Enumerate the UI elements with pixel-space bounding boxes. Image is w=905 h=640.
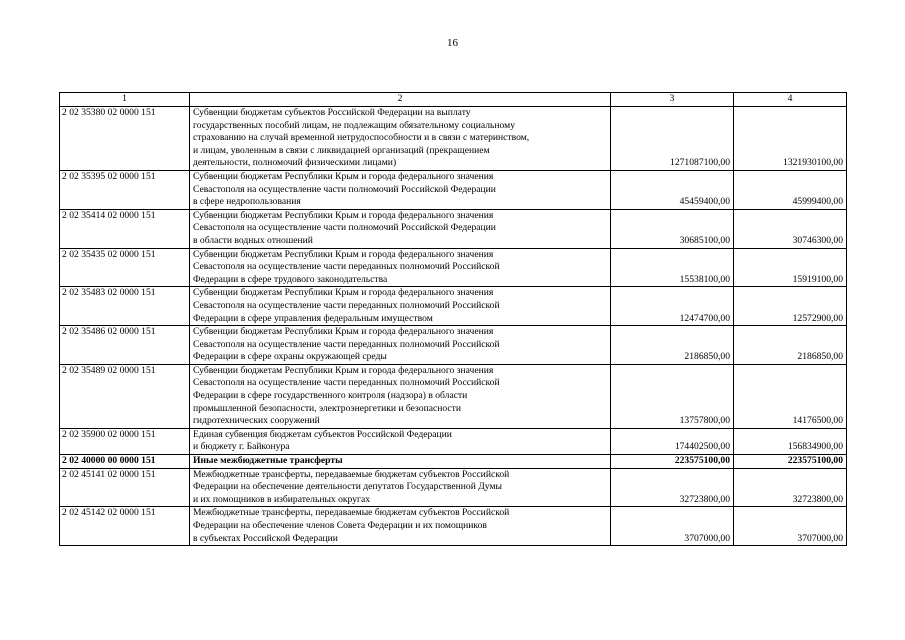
header-col-1: 1 [60, 93, 190, 107]
amount-col3-cell: 223575100,00 [611, 455, 734, 469]
code-cell: 2 02 35435 02 0000 151 [60, 248, 190, 287]
code-cell: 2 02 35486 02 0000 151 [60, 326, 190, 365]
code-cell: 2 02 35900 02 0000 151 [60, 428, 190, 454]
table-row [60, 468, 847, 507]
amount-col4-cell: 14176500,00 [734, 364, 847, 428]
amount-col3-cell: 13757800,00 [611, 364, 734, 428]
name-cell: Субвенции бюджетам Республики Крым и города федерального значения Севастополя на осуществление части переданных полномочий Российской Федерации в сфере охраны окружающей среды [190, 326, 611, 365]
amount-col3-cell: 12474700,00 [611, 287, 734, 326]
table-row [60, 326, 847, 365]
code-cell: 2 02 35395 02 0000 151 [60, 170, 190, 209]
amount-col3-cell: 32723800,00 [611, 468, 734, 507]
code-cell: 2 02 35489 02 0000 151 [60, 364, 190, 428]
header-col-3: 3 [611, 93, 734, 107]
amount-col4-cell: 12572900,00 [734, 287, 847, 326]
amount-col4-cell: 156834900,00 [734, 428, 847, 454]
amount-col3-cell: 15538100,00 [611, 248, 734, 287]
table-row [60, 507, 847, 546]
amount-col4-cell: 45999400,00 [734, 170, 847, 209]
table-header-row [60, 93, 847, 107]
table-row [60, 287, 847, 326]
name-cell: Субвенции бюджетам Республики Крым и города федерального значения Севастополя на осуществление части переданных полномочий Российской Федерации в сфере управления федеральным имуществом [190, 287, 611, 326]
code-cell: 2 02 35414 02 0000 151 [60, 209, 190, 248]
amount-col3-cell: 1271087100,00 [611, 107, 734, 171]
table-row [60, 428, 847, 454]
table-row [60, 170, 847, 209]
amount-col4-cell: 223575100,00 [734, 455, 847, 469]
code-cell: 2 02 40000 00 0000 151 [60, 455, 190, 469]
amount-col4-cell: 1321930100,00 [734, 107, 847, 171]
header-col-2: 2 [190, 93, 611, 107]
amount-col3-cell: 45459400,00 [611, 170, 734, 209]
name-cell: Субвенции бюджетам Республики Крым и города федерального значения Севастополя на осуществление части полномочий Российской Федерации в области водных отношений [190, 209, 611, 248]
name-cell: Субвенции бюджетам субъектов Российской Федерации на выплату государственных пособий лицам, не подлежащим обязательному социальному страхованию на случай временной нетрудоспособности и в связи с материнством, и лицам, уволенным в связи с ликвидацией организаций (прекращением деятельности, полномочий физическими лицами) [190, 107, 611, 171]
amount-col4-cell: 3707000,00 [734, 507, 847, 546]
table-row [60, 455, 847, 469]
amount-col4-cell: 2186850,00 [734, 326, 847, 365]
amount-col3-cell: 30685100,00 [611, 209, 734, 248]
table-row [60, 107, 847, 171]
budget-table [59, 92, 847, 546]
table-row [60, 248, 847, 287]
name-cell: Субвенции бюджетам Республики Крым и города федерального значения Севастополя на осуществление части полномочий Российской Федерации в сфере недропользования [190, 170, 611, 209]
name-cell: Субвенции бюджетам Республики Крым и города федерального значения Севастополя на осуществление части переданных полномочий Российской Федерации в сфере трудового законодательства [190, 248, 611, 287]
name-cell: Субвенции бюджетам Республики Крым и города федерального значения Севастополя на осуществление части переданных полномочий Российской Федерации в сфере государственного контроля (надзора) в области промышленной безопасности, электроэнергетики и безопасности гидротехнических сооружений [190, 364, 611, 428]
amount-col3-cell: 174402500,00 [611, 428, 734, 454]
code-cell: 2 02 45141 02 0000 151 [60, 468, 190, 507]
code-cell: 2 02 35380 02 0000 151 [60, 107, 190, 171]
table-row [60, 364, 847, 428]
name-cell: Единая субвенция бюджетам субъектов Российской Федерации и бюджету г. Байконура [190, 428, 611, 454]
amount-col4-cell: 30746300,00 [734, 209, 847, 248]
code-cell: 2 02 35483 02 0000 151 [60, 287, 190, 326]
amount-col4-cell: 32723800,00 [734, 468, 847, 507]
amount-col4-cell: 15919100,00 [734, 248, 847, 287]
name-cell: Межбюджетные трансферты, передаваемые бюджетам субъектов Российской Федерации на обеспечение деятельности депутатов Государственной Думы и их помощников в избирательных округах [190, 468, 611, 507]
amount-col3-cell: 3707000,00 [611, 507, 734, 546]
table-row [60, 209, 847, 248]
code-cell: 2 02 45142 02 0000 151 [60, 507, 190, 546]
page-number: 16 [447, 37, 458, 49]
amount-col3-cell: 2186850,00 [611, 326, 734, 365]
name-cell: Иные межбюджетные трансферты [190, 455, 611, 469]
header-col-4: 4 [734, 93, 847, 107]
name-cell: Межбюджетные трансферты, передаваемые бюджетам субъектов Российской Федерации на обеспечение членов Совета Федерации и их помощников в субъектах Российской Федерации [190, 507, 611, 546]
